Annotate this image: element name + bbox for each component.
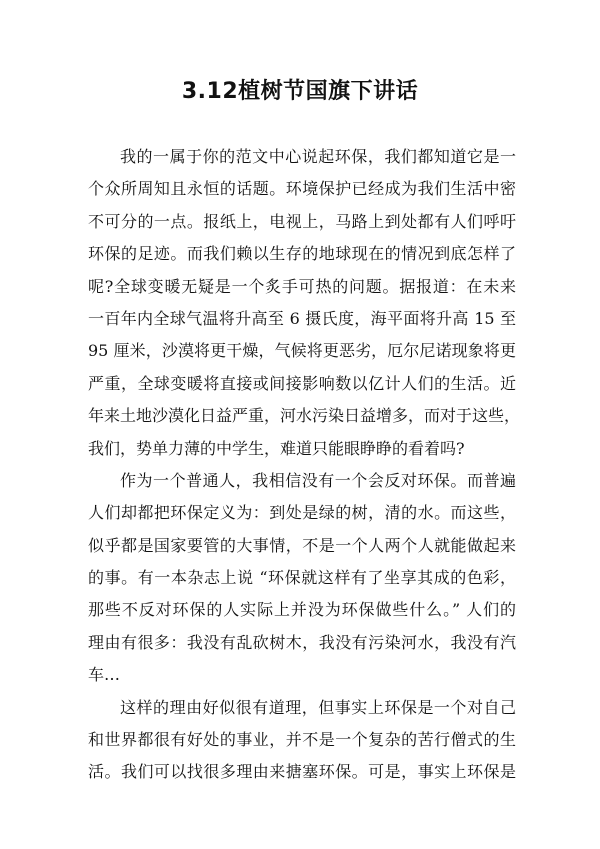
text-line: 年来土地沙漠化日益严重，河水污染日益增多，而对于这些， bbox=[88, 406, 521, 426]
text-line: 我们，势单力薄的中学生，难道只能眼睁睁的看着吗? bbox=[88, 438, 465, 458]
text-line: 不可分的一点。报纸上，电视上，马路上到处都有人们呼吁 bbox=[88, 211, 516, 231]
text-line: 严重，全球变暖将直接或间接影响数以亿计人们的生活。近 bbox=[88, 373, 516, 393]
text-line: 作为一个普通人，我相信没有一个会反对环保。而普遍 bbox=[120, 470, 516, 490]
text-line: 车… bbox=[88, 665, 121, 685]
text-line: 似乎都是国家要管的大事情，不是一个人两个人就能做起来 bbox=[88, 535, 516, 555]
text-line: 我的一属于你的范文中心说起环保，我们都知道它是一 bbox=[120, 147, 516, 166]
text-line: 环保的足迹。而我们赖以生存的地球现在的情况到底怎样了 bbox=[88, 244, 516, 264]
text-line: 活。我们可以找很多理由来搪塞环保。可是，事实上环保是 bbox=[88, 762, 516, 782]
text-line: 人们却都把环保定义为：到处是绿的树，清的水。而这些， bbox=[88, 503, 516, 523]
text-line: 理由有很多：我没有乱砍树木，我没有污染河水，我没有汽 bbox=[88, 632, 516, 652]
text-line: 一百年内全球气温将升高至 6 摄氏度，海平面将升高 15 至 bbox=[88, 308, 516, 328]
text-line: 和世界都很有好处的事业，并不是一个复杂的苦行僧式的生 bbox=[88, 730, 516, 750]
page-title: 3.12植树节国旗下讲话 bbox=[181, 79, 419, 104]
text-line: 那些不反对环保的人实际上并没为环保做些什么。” 人们的 bbox=[88, 600, 516, 620]
text-line: 呢?全球变暖无疑是一个炙手可热的问题。据报道：在未来 bbox=[88, 276, 516, 296]
text-line: 的事。有一本杂志上说 “环保就这样有了坐享其成的色彩， bbox=[88, 568, 516, 588]
document-body bbox=[88, 141, 521, 789]
text-line: 95 厘米，沙漠将更干燥，气候将更恶劣，厄尔尼诺现象将更 bbox=[88, 341, 516, 361]
text-line: 个众所周知且永恒的话题。环境保护已经成为我们生活中密 bbox=[88, 179, 516, 199]
text-line: 这样的理由好似很有道理，但事实上环保是一个对自己 bbox=[120, 697, 516, 717]
